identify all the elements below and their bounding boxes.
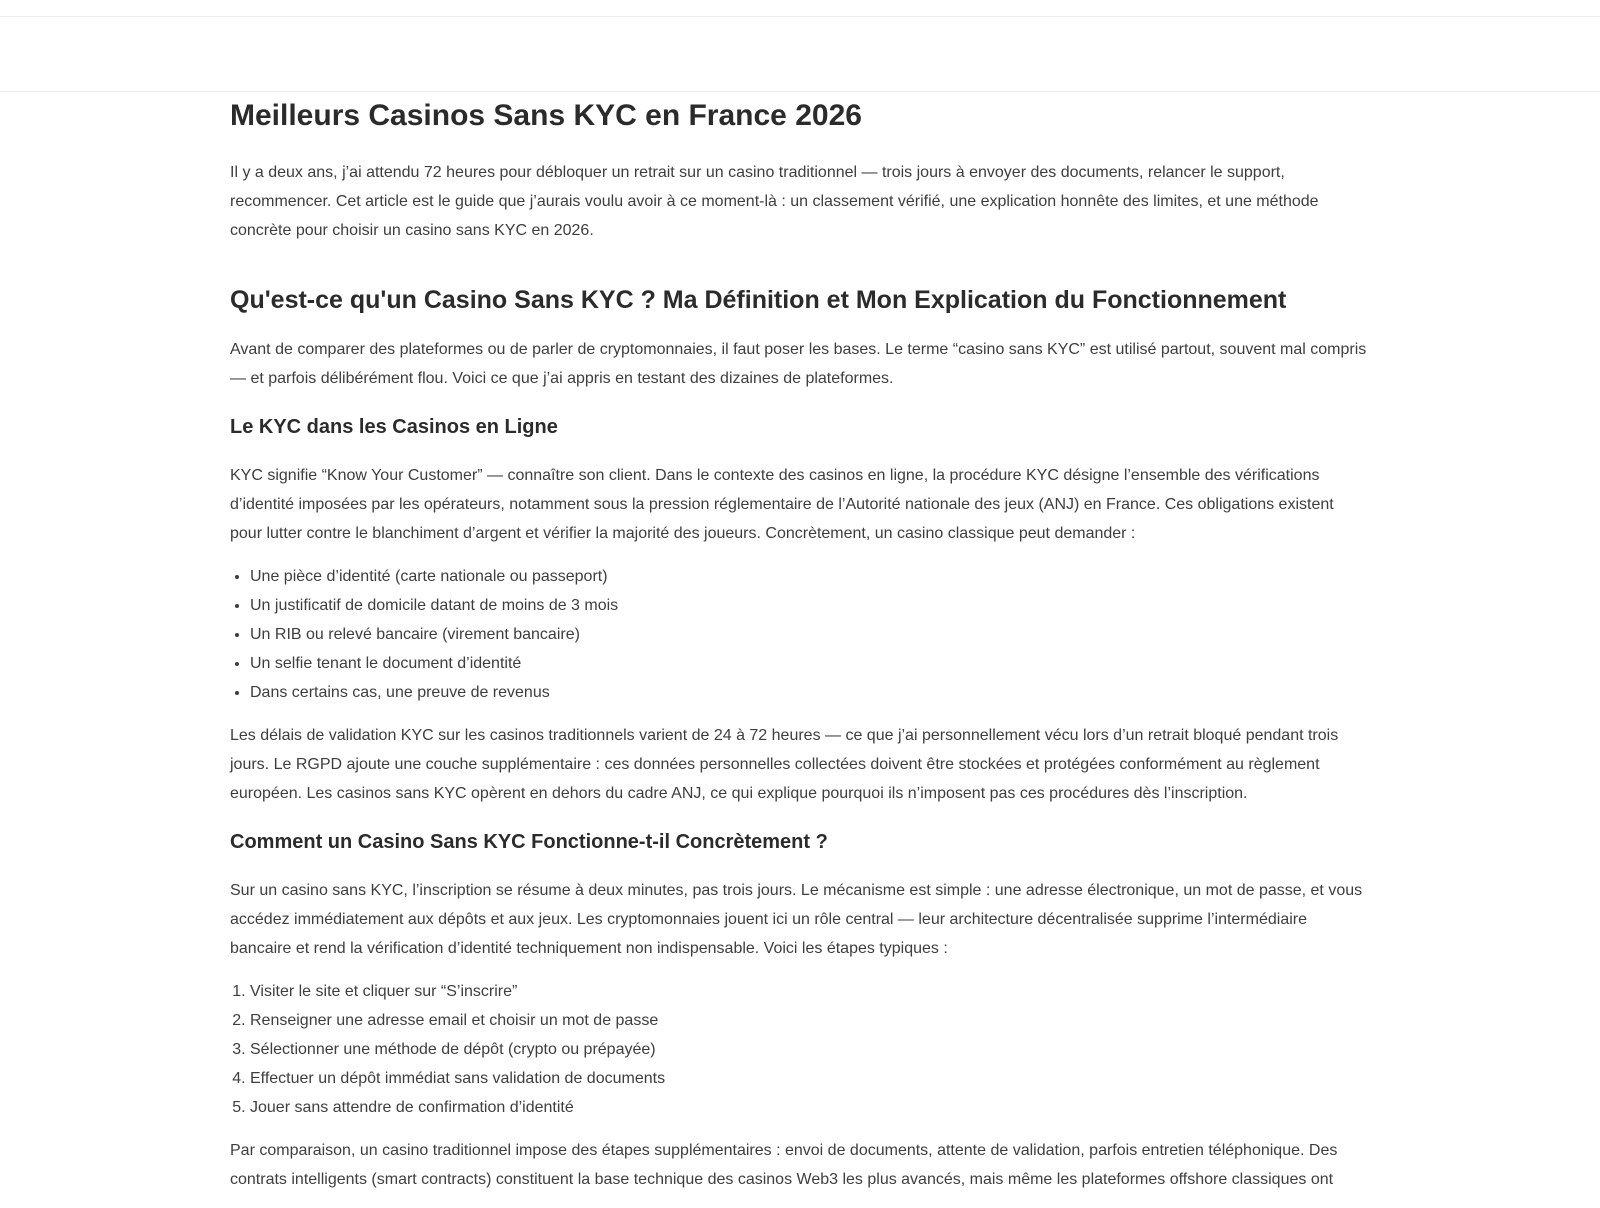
- comparison-paragraph: Par comparaison, un casino traditionnel impose des étapes supplémentaires : envoi de documents, attente de validation, parfois entretien téléphonique. Des contrats intelligents (smart contracts) constituent la base technique des casinos Web3 les plus avancés, mais même les plateformes offshore classiques ont: [230, 1142, 1338, 1188]
- list-item: • Dans certains cas, une preuve de revenus: [250, 678, 1370, 707]
- kyc-paragraph: KYC signifie “Know Your Customer” — connaître son client. Dans le contexte des casinos en ligne, la procédure KYC désigne l’ensemble des vérifications d’identité imposées par les opérateurs, notamment sous la pression réglementaire de l’Autorité nationale des jeux (ANJ) en France. Ces obligations existent pour lutter contre le blanchiment d’argent et vérifier la majorité des joueurs. Concrètement, un casino classique peut demander :: [230, 467, 1334, 542]
- kyc-requirements-list: [230, 562, 1370, 707]
- list-item: • Un justificatif de domicile datant de moins de 3 mois: [250, 591, 1370, 620]
- list-item: 4. Effectuer un dépôt immédiat sans validation de documents: [250, 1064, 1370, 1093]
- top-bar: [0, 0, 1600, 17]
- list-item: 3. Sélectionner une méthode de dépôt (crypto ou prépayée): [250, 1035, 1370, 1064]
- article-content: [230, 96, 1370, 1208]
- subsection-heading-how-it-works: Comment un Casino Sans KYC Fonctionne-t-il Concrètement ?: [230, 831, 828, 853]
- section-intro-paragraph: Avant de comparer des plateformes ou de parler de cryptomonnaies, il faut poser les bases. Le terme “casino sans KYC” est utilisé partout, souvent mal compris — et parfois délibérément flou. Voici ce que j’ai appris en testant des dizaines de plateformes.: [230, 341, 1367, 387]
- section-heading-definition: Qu'est-ce qu'un Casino Sans KYC ? Ma Définition et Mon Explication du Fonctionnement: [230, 286, 1287, 314]
- intro-paragraph: Il y a deux ans, j’ai attendu 72 heures pour débloquer un retrait sur un casino traditionnel — trois jours à envoyer des documents, relancer le support, recommencer. Cet article est le guide que j’aurais voulu avoir à ce moment-là : un classement vérifié, une explication honnête des limites, et une méthode concrète pour choisir un casino sans KYC en 2026.: [230, 164, 1319, 239]
- list-item: 1. Visiter le site et cliquer sur “S’inscrire”: [250, 977, 1370, 1006]
- list-item: • Un RIB ou relevé bancaire (virement bancaire): [250, 620, 1370, 649]
- list-item: • Un selfie tenant le document d’identité: [250, 649, 1370, 678]
- list-item: 2. Renseigner une adresse email et choisir un mot de passe: [250, 1006, 1370, 1035]
- list-item: • Une pièce d’identité (carte nationale ou passeport): [250, 562, 1370, 591]
- page-title: Meilleurs Casinos Sans KYC en France 2026: [230, 99, 862, 132]
- how-it-works-paragraph: Sur un casino sans KYC, l’inscription se résume à deux minutes, pas trois jours. Le mécanisme est simple : une adresse électronique, un mot de passe, et vous accédez immédiatement aux dépôts et aux jeux. Les cryptomonnaies jouent ici un rôle central — leur architecture décentralisée supprime l’intermédiaire bancaire et rend la vérification d’identité techniquement non indispensable. Voici les étapes typiques :: [230, 882, 1363, 957]
- subsection-heading-kyc: Le KYC dans les Casinos en Ligne: [230, 416, 558, 438]
- site-header: [0, 17, 1600, 92]
- list-item: 5. Jouer sans attendre de confirmation d’identité: [250, 1093, 1370, 1122]
- kyc-delay-paragraph: Les délais de validation KYC sur les casinos traditionnels varient de 24 à 72 heures — ce que j’ai personnellement vécu lors d’un retrait bloqué pendant trois jours. Le RGPD ajoute une couche supplémentaire : ces données personnelles collectées doivent être stockées et protégées conformément au règlement européen. Les casinos sans KYC opèrent en dehors du cadre ANJ, ce qui explique pourquoi ils n’imposent pas ces procédures dès l’inscription.: [230, 727, 1339, 802]
- signup-steps-list: [230, 977, 1370, 1122]
